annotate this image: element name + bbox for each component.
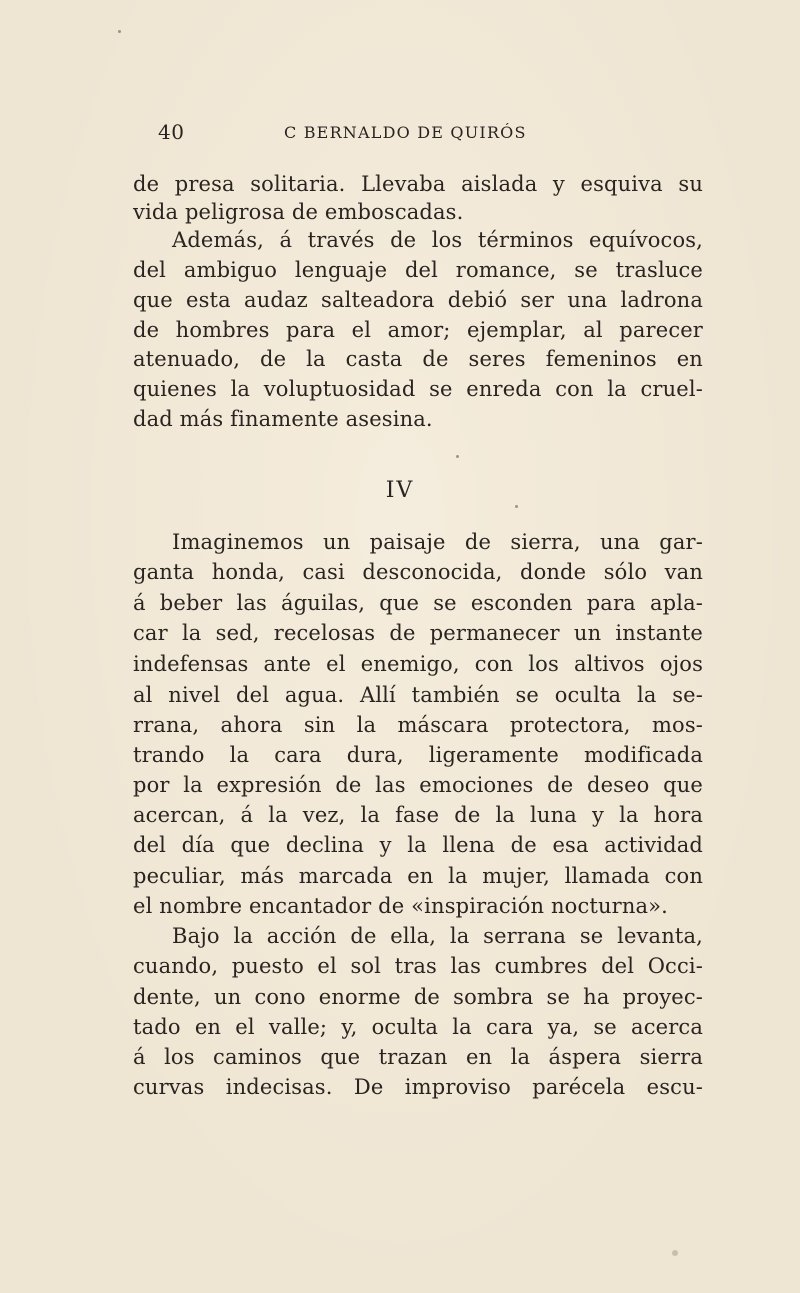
text-line: quienes la voluptuosidad se enreda con la cruel- — [133, 377, 703, 401]
page-number: 40 — [158, 120, 185, 144]
text-line: ganta honda, casi desconocida, donde sólo van — [133, 560, 703, 584]
text-line: tado en el valle; y, oculta la cara ya, se acerca — [133, 1015, 703, 1039]
text-line: indefensas ante el enemigo, con los altivos ojos — [133, 652, 703, 676]
text-line: vida peligrosa de emboscadas. — [133, 200, 464, 224]
text-line: atenuado, de la casta de seres femeninos en — [133, 347, 703, 371]
text-line: á los caminos que trazan en la áspera sierra — [133, 1045, 703, 1069]
text-line: trando la cara dura, ligeramente modificada — [133, 743, 703, 767]
paper-speck — [118, 30, 121, 33]
text-line: el nombre encantador de «inspiración nocturna». — [133, 894, 669, 918]
text-line: del ambiguo lenguaje del romance, se trasluce — [133, 258, 703, 282]
text-line: peculiar, más marcada en la mujer, llamada con — [133, 864, 703, 888]
text-line: Bajo la acción de ella, la serrana se levanta, — [172, 924, 703, 948]
text-line: al nivel del agua. Allí también se oculta la se- — [133, 683, 703, 707]
text-line: Además, á través de los términos equívocos, — [172, 228, 703, 252]
text-line: rrana, ahora sin la máscara protectora, mos- — [133, 713, 703, 737]
running-head: C BERNALDO DE QUIRÓS — [284, 123, 527, 142]
text-line: á beber las águilas, que se esconden para apla- — [133, 591, 703, 615]
paper-speck — [672, 1250, 678, 1256]
text-line: de presa solitaria. Llevaba aislada y esquiva su — [133, 172, 703, 196]
text-line: de hombres para el amor; ejemplar, al parecer — [133, 318, 703, 342]
text-line: que esta audaz salteadora debió ser una ladrona — [133, 288, 703, 312]
page-header — [158, 120, 578, 150]
text-line: Imaginemos un paisaje de sierra, una gar- — [172, 530, 703, 554]
text-line: acercan, á la vez, la fase de la luna y la hora — [133, 803, 703, 827]
text-line: del día que declina y la llena de esa actividad — [133, 833, 703, 857]
text-line: curvas indecisas. De improviso parécela escu- — [133, 1075, 703, 1099]
text-line: dente, un cono enorme de sombra se ha proyec- — [133, 985, 703, 1009]
paper-speck — [456, 455, 459, 458]
text-line: por la expresión de las emociones de deseo que — [133, 773, 703, 797]
text-line: cuando, puesto el sol tras las cumbres del Occi- — [133, 954, 703, 978]
section-heading: IV — [385, 478, 415, 503]
text-line: dad más finamente asesina. — [133, 407, 433, 431]
paper-speck — [515, 505, 518, 508]
text-line: car la sed, recelosas de permanecer un instante — [133, 621, 703, 645]
